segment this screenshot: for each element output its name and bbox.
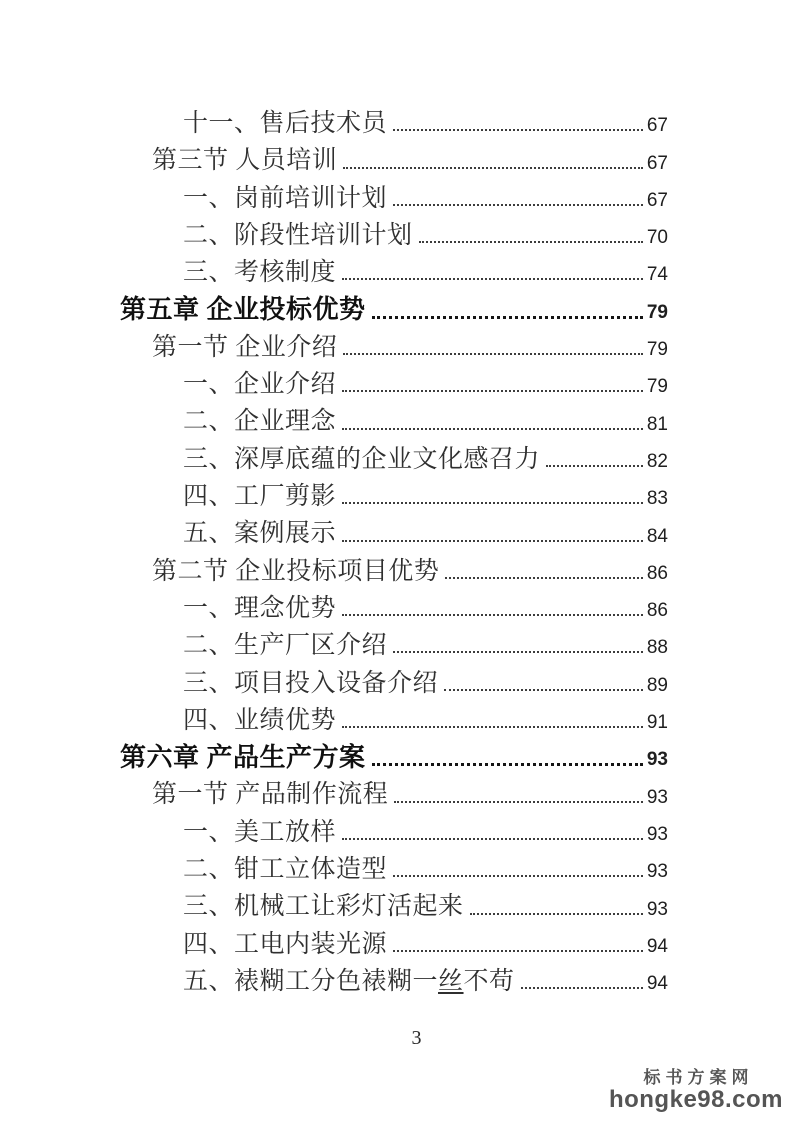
- dot-leader: [393, 129, 643, 131]
- toc-entry-title: 二、阶段性培训计划: [183, 221, 413, 249]
- toc-entry[interactable]: [120, 958, 668, 995]
- toc-entry-page-number: 79: [646, 376, 668, 398]
- toc-entry[interactable]: [120, 100, 668, 137]
- dot-leader: [521, 987, 643, 989]
- toc-entry[interactable]: [120, 697, 668, 734]
- toc-entry[interactable]: [120, 286, 668, 323]
- toc-entry-title: [183, 969, 515, 995]
- toc-entry-title: 第五章 企业投标优势: [120, 295, 366, 325]
- toc-entry[interactable]: [120, 137, 668, 174]
- dot-leader: [393, 950, 643, 952]
- toc-entry-page-number: 91: [646, 712, 668, 734]
- toc-title-segment: 不苟: [463, 967, 515, 995]
- toc-entry[interactable]: [120, 659, 668, 696]
- toc-entry[interactable]: [120, 398, 668, 435]
- dot-leader: [444, 689, 643, 691]
- toc-entry[interactable]: [120, 548, 668, 585]
- watermark-site-name: 标书方案网: [643, 1067, 754, 1087]
- toc-entry-title: 四、工电内装光源: [183, 930, 388, 958]
- toc-entry[interactable]: [120, 510, 668, 547]
- toc-entry[interactable]: [120, 921, 668, 958]
- toc-entry-title: 第一节 产品制作流程: [152, 781, 389, 809]
- toc-entry[interactable]: [120, 734, 668, 771]
- toc-entry-title: 四、业绩优势: [183, 706, 337, 734]
- toc-entry-title: 一、企业介绍: [183, 371, 337, 399]
- toc-entry-title: 二、企业理念: [183, 408, 337, 436]
- dot-leader: [372, 763, 643, 766]
- dot-leader: [393, 204, 643, 206]
- toc-entry-title: 一、美工放样: [183, 818, 337, 846]
- toc-entry-title: 二、生产厂区介绍: [183, 632, 388, 660]
- toc-entry-title: 三、深厚底蕴的企业文化感召力: [183, 445, 541, 473]
- toc-entry-title: 第二节 企业投标项目优势: [152, 557, 440, 585]
- dot-leader: [342, 502, 643, 504]
- dot-leader: [343, 353, 643, 355]
- toc-entry-title: 二、钳工立体造型: [183, 855, 388, 883]
- toc-entry-page-number: 84: [646, 525, 668, 547]
- watermark-site-url: hongke98.com: [608, 1085, 783, 1113]
- dot-leader: [445, 577, 643, 579]
- toc-entry-page-number: 88: [646, 637, 668, 659]
- toc-entry[interactable]: [120, 324, 668, 361]
- dot-leader: [372, 316, 643, 319]
- toc-entry-page-number: 94: [646, 973, 668, 995]
- dot-leader: [546, 465, 643, 467]
- site-watermark: [609, 1069, 783, 1112]
- toc-entry[interactable]: [120, 883, 668, 920]
- toc-entry[interactable]: [120, 249, 668, 286]
- toc-entry-title: 三、考核制度: [183, 259, 337, 287]
- toc-entry-page-number: 93: [646, 898, 668, 920]
- dot-leader: [394, 801, 643, 803]
- dot-leader: [470, 913, 643, 915]
- toc-entry-page-number: 93: [646, 786, 668, 808]
- toc-entry-page-number: 93: [646, 823, 668, 845]
- toc-entry-page-number: 94: [646, 935, 668, 957]
- toc-entry-page-number: 79: [646, 301, 668, 323]
- toc-entry[interactable]: [120, 585, 668, 622]
- toc-entry-page-number: 74: [646, 264, 668, 286]
- toc-entry-title: 三、机械工让彩灯活起来: [183, 893, 464, 921]
- toc-entry-page-number: 83: [646, 488, 668, 510]
- toc-entry-page-number: 93: [646, 861, 668, 883]
- footer-page-number: 3: [411, 1027, 422, 1049]
- dot-leader: [393, 651, 643, 653]
- dot-leader: [342, 278, 643, 280]
- dot-leader: [342, 428, 643, 430]
- toc-entry-title: 四、工厂剪影: [183, 483, 337, 511]
- dot-leader: [342, 614, 643, 616]
- toc-entry-page-number: 82: [646, 450, 668, 472]
- dot-leader: [342, 838, 643, 840]
- toc-entry[interactable]: [120, 622, 668, 659]
- toc-entry[interactable]: [120, 436, 668, 473]
- toc-entry-title: 第六章 产品生产方案: [120, 743, 366, 773]
- toc-entry-title: 十一、售后技术员: [183, 110, 388, 138]
- dot-leader: [343, 167, 643, 169]
- toc-entry-page-number: 89: [646, 674, 668, 696]
- dot-leader: [342, 390, 643, 392]
- toc-entry-page-number: 86: [646, 562, 668, 584]
- table-of-contents: [120, 100, 668, 995]
- dot-leader: [342, 540, 643, 542]
- toc-entry-page-number: 67: [646, 152, 668, 174]
- toc-entry-page-number: 79: [646, 339, 668, 361]
- toc-title-underlined-segment: 丝: [438, 967, 464, 995]
- toc-entry[interactable]: [120, 361, 668, 398]
- toc-title-segment: 五、裱糊工分色裱糊一: [183, 967, 439, 995]
- toc-entry-title: 五、案例展示: [183, 520, 337, 548]
- toc-entry-title: 第一节 企业介绍: [152, 333, 338, 361]
- toc-entry-title: 一、岗前培训计划: [183, 184, 388, 212]
- toc-entry[interactable]: [120, 809, 668, 846]
- toc-entry[interactable]: [120, 212, 668, 249]
- toc-entry[interactable]: [120, 175, 668, 212]
- toc-entry-page-number: 67: [646, 115, 668, 137]
- toc-entry-page-number: 86: [646, 600, 668, 622]
- dot-leader: [342, 726, 643, 728]
- toc-entry-title: 第三节 人员培训: [152, 147, 338, 175]
- toc-entry[interactable]: [120, 771, 668, 808]
- toc-entry-page-number: 67: [646, 189, 668, 211]
- dot-leader: [419, 241, 643, 243]
- toc-entry-title: 三、项目投入设备介绍: [183, 669, 439, 697]
- toc-entry-page-number: 93: [646, 749, 668, 771]
- toc-entry-page-number: 70: [646, 227, 668, 249]
- toc-entry-title: 一、理念优势: [183, 594, 337, 622]
- toc-entry[interactable]: [120, 846, 668, 883]
- toc-entry[interactable]: [120, 473, 668, 510]
- dot-leader: [393, 875, 643, 877]
- toc-entry-page-number: 81: [646, 413, 668, 435]
